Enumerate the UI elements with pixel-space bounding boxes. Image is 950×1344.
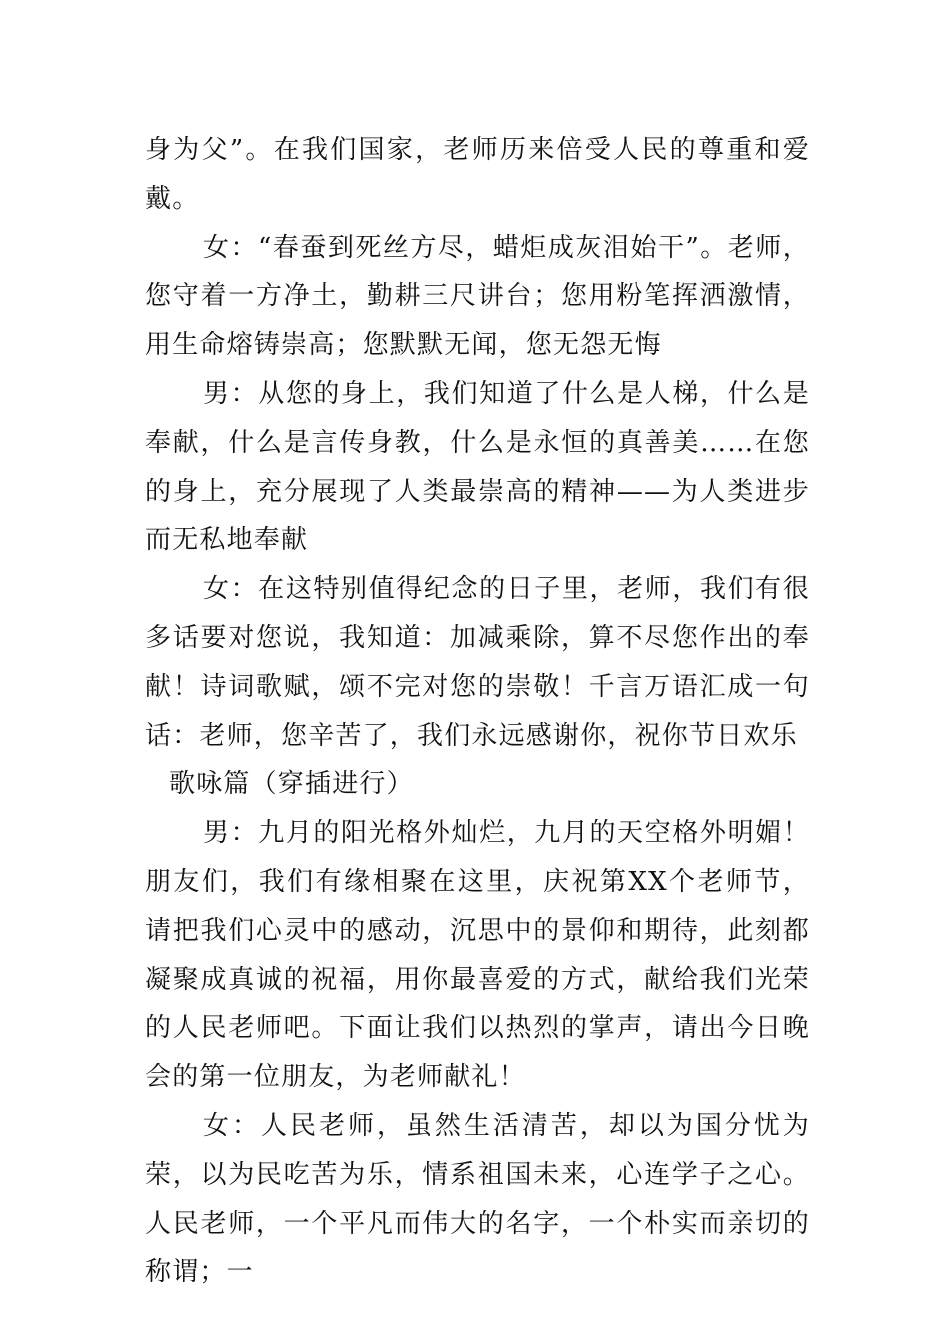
paragraph: 身为父”。在我们国家，老师历来倍受人民的尊重和爱戴。 (145, 135, 810, 214)
paragraph: 女：“春蚕到死丝方尽，蜡炬成灰泪始干”。老师，您守着一方净土，勤耕三尺讲台；您用粉笔挥洒激情，用生命熔铸崇高；您默默无闻，您无怨无悔 (145, 232, 810, 361)
paragraph: 女：人民老师，虽然生活清苦，却以为国分忧为荣，以为民吃苦为乐，情系祖国未来，心连学子之心。人民老师，一个平凡而伟大的名字，一个朴实而亲切的称谓；一 (145, 1110, 810, 1288)
paragraph: 男：从您的身上，我们知道了什么是人梯，什么是奉献，什么是言传身教，什么是永恒的真善美……在您的身上，充分展现了人类最崇高的精神——为人类进步而无私地奉献 (145, 378, 810, 556)
paragraph: 男：九月的阳光格外灿烂，九月的天空格外明媚！朋友们，我们有缘相聚在这里，庆祝第XX个老师节，请把我们心灵中的感动，沉思中的景仰和期待，此刻都凝聚成真诚的祝福，用你最喜爱的方式，献给我们光荣的人民老师吧。下面让我们以热烈的掌声，请出今日晚会的第一位朋友，为老师献礼！ (145, 818, 810, 1093)
document-body (145, 126, 810, 1297)
section-heading: 歌咏篇（穿插进行） (169, 769, 414, 800)
paragraph: 女：在这特别值得纪念的日子里，老师，我们有很多话要对您说，我知道：加减乘除，算不尽您作出的奉献！诗词歌赋，颂不完对您的崇敬！千言万语汇成一句话：老师，您辛苦了，我们永远感谢你，祝你节日欢乐 (145, 574, 810, 751)
